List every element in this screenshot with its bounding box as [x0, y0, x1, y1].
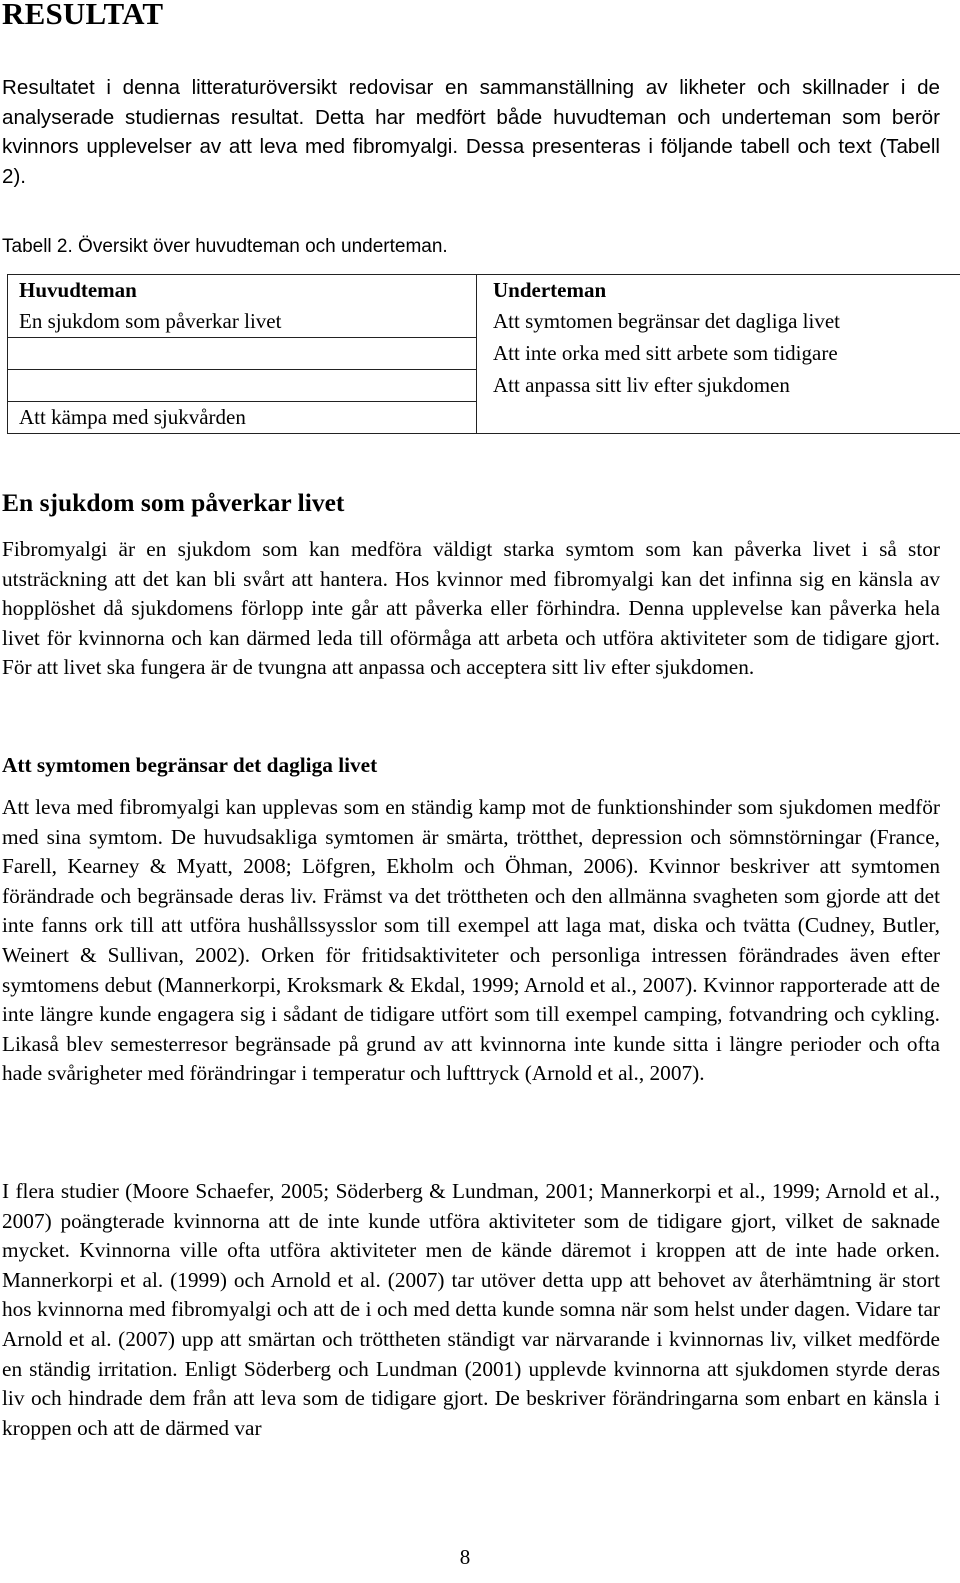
- table-cell: Att symtomen begränsar det dagliga livet: [477, 306, 960, 338]
- table-row: [8, 402, 960, 434]
- table-cell: [8, 338, 477, 370]
- table-cell: [8, 370, 477, 402]
- overview-table: [7, 274, 960, 434]
- table-row: [8, 306, 960, 338]
- section-paragraph: Fibromyalgi är en sjukdom som kan medföra väldigt starka symtom som kan påverka livet i så stor utsträckning att det kan bli svårt att hantera. Hos kvinnor med fibromyalgi kan det infinna sig en känsla av hopplöshet då sjukdomens förlopp inte går att påverka eller förhindra. Denna upplevelse kan påverka hela livet för kvinnorna och kan därmed leda till oförmåga att arbeta och utföra aktiviteter som de tidigare gjort. För att livet ska fungera är de tvungna att anpassa och acceptera sitt liv efter sjukdomen.: [2, 537, 940, 680]
- section-heading: En sjukdom som påverkar livet: [2, 488, 345, 517]
- table-header-underteman: Underteman: [477, 275, 960, 307]
- subsection-paragraph-2: I flera studier (Moore Schaefer, 2005; Söderberg & Lundman, 2001; Mannerkorpi et al., 1999; Arnold et al., 2007) poängterade kvinnorna att de inte kunde utföra aktiviteter som de tidigare gjort, vilket de saknade mycket. Kvinnorna ville ofta utföra aktiviteter men de kände däremot i kroppen att de inte hade orken. Mannerkorpi et al. (1999) och Arnold et al. (2007) tar utöver detta upp att behovet av återhämtning är stort hos kvinnorna med fibromyalgi och att de i och med detta kunde somna när som helst under dagen. Vidare tar Arnold et al. (2007) upp att smärtan och tröttheten ständigt var närvarande i kvinnornas liv, vilket medförde en ständig irritation. Enligt Söderberg och Lundman (2001) upplevde kvinnorna att sjukdomen styrde deras liv och hindrade dem från att leva som de tidigare gjort. De beskriver förändringarna som enbart en känsla i kroppen och att de därmed var: [2, 1179, 940, 1440]
- page-heading: RESULTAT: [2, 0, 164, 31]
- table-header-huvudteman: Huvudteman: [8, 275, 477, 307]
- subsection-heading: Att symtomen begränsar det dagliga livet: [2, 753, 378, 777]
- table-cell: Att inte orka med sitt arbete som tidigare: [477, 338, 960, 370]
- table-cell: En sjukdom som påverkar livet: [8, 306, 477, 338]
- table-cell: Att anpassa sitt liv efter sjukdomen: [477, 370, 960, 402]
- table-row: [8, 338, 960, 370]
- page-number: 8: [459, 1545, 471, 1569]
- intro-paragraph: Resultatet i denna litteraturöversikt redovisar en sammanställning av likheter och skillnader i de analyserade studiernas resultat. Detta har medfört både huvudteman och underteman som berör kvinnors upplevelser av att leva med fibromyalgi. Dessa presenteras i följande tabell och text (Tabell 2).: [2, 76, 940, 188]
- table-row: [8, 370, 960, 402]
- table-header-row: [8, 275, 960, 307]
- table-cell: [477, 402, 960, 434]
- subsection-paragraph-1: Att leva med fibromyalgi kan upplevas som en ständig kamp mot de funktionshinder som sjukdomen medför med sina symtom. De huvudsakliga symtomen är smärta, trötthet, depression och sömnstörningar (France, Farell, Kearney & Myatt, 2008; Löfgren, Ekholm och Öhman, 2006). Kvinnor beskriver att symtomen förändrade och begränsade deras liv. Främst va det tröttheten och den allmänna svagheten som gjorde att det inte fanns ork till att utföra hushållssysslor som till exempel att laga mat, diska och tvätta (Cudney, Butler, Weinert & Sullivan, 2002). Orken för fritidsaktiviteter och personliga intressen förändrades även efter symtomens debut (Mannerkorpi, Kroksmark & Ekdal, 1999; Arnold et al., 2007). Kvinnor rapporterade att de inte längre kunde engagera sig i sådant de tidigare utfört som till exempel camping, fotvandring och cykling. Likaså blev semesterresor begränsade på grund av att kvinnorna inte kunde sitta i längre perioder och ofta hade svårigheter med förändringar i temperatur och lufttryck (Arnold et al., 2007).: [2, 795, 940, 1086]
- table-cell: Att kämpa med sjukvården: [8, 402, 477, 434]
- table-caption: Tabell 2. Översikt över huvudteman och underteman.: [2, 236, 448, 257]
